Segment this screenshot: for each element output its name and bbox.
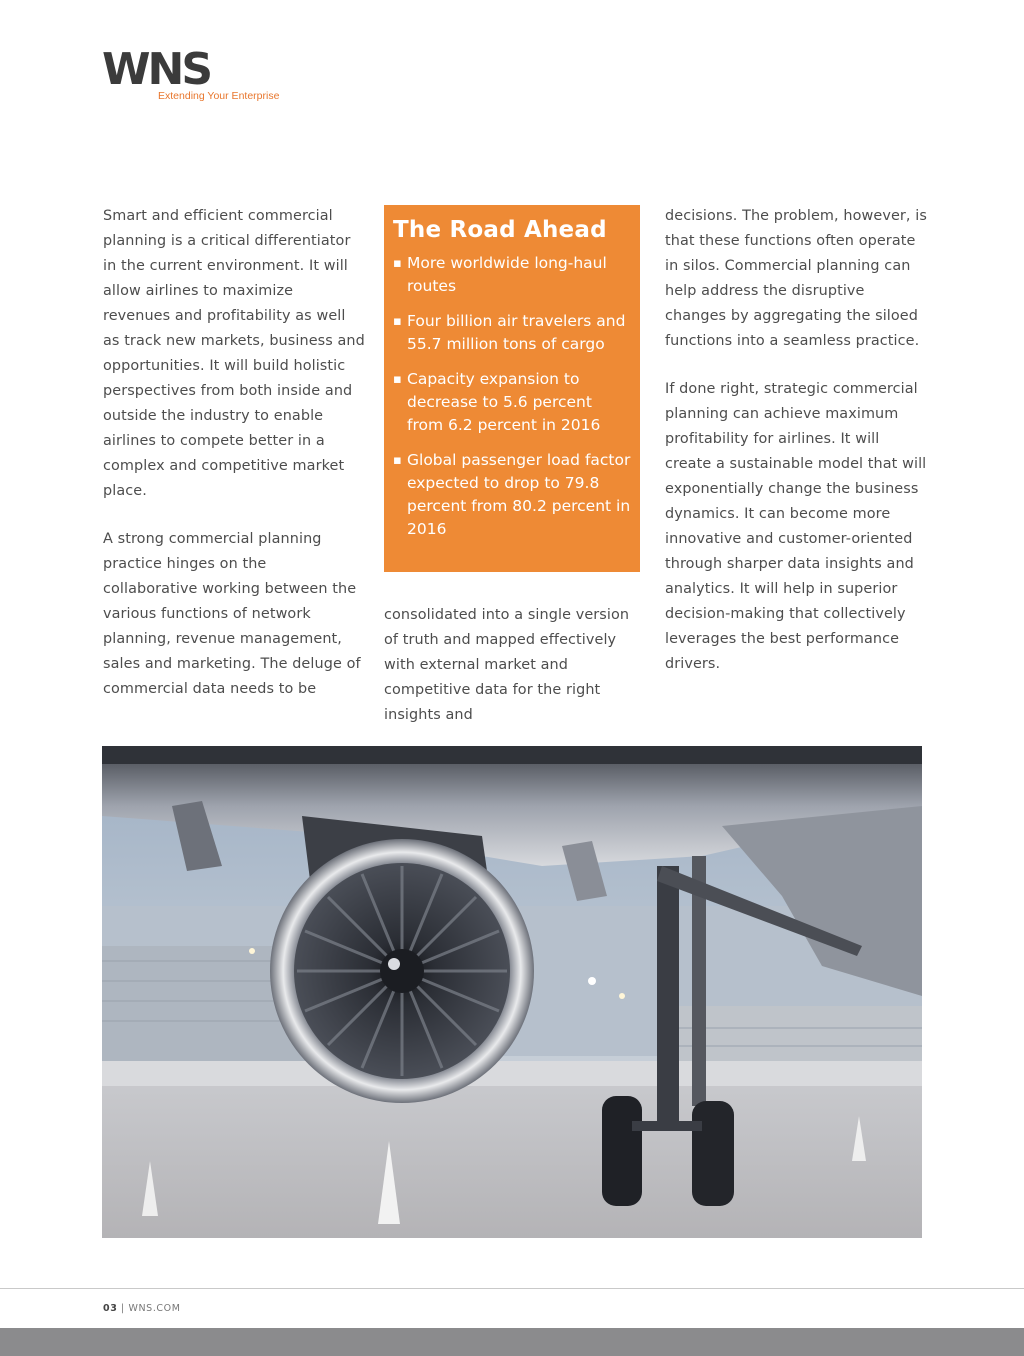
callout-item (393, 368, 632, 437)
paragraph: If done right, strategic commercial planning can achieve maximum profitability for airlines. It will create a sustainable model that will exponentially change the business dynamics. It can become more innovative and customer-oriented through sharper data insights and analytics. It will help in superior decision-making that collectively leverages the best performance drivers. (665, 381, 927, 672)
paragraph: decisions. The problem, however, is that these functions often operate in silos. Commercial planning can help address the disruptive changes by aggregating the siloed functions into a seamless practice. (665, 208, 927, 349)
airplane-engine-photo (102, 746, 922, 1238)
page-number: 03 (103, 1303, 118, 1314)
callout-item-text: Four billion air travelers and 55.7 million tons of cargo (407, 312, 626, 353)
photo-illustration (102, 746, 922, 1238)
callout-item (393, 310, 632, 356)
bullet-icon: ▪ (393, 372, 402, 387)
callout-item (393, 252, 632, 298)
paragraph: Smart and efficient commercial planning is a critical differentiator in the current environment. It will allow airlines to maximize revenues and profitability as well as track new markets, business and opportunities. It will build holistic perspectives from both inside and outside the industry to enable airlines to compete better in a complex and competitive market place. (103, 208, 365, 499)
text-column-3 (665, 204, 927, 677)
callout-item-text: More worldwide long-haul routes (407, 254, 607, 295)
bullet-icon: ▪ (393, 256, 402, 271)
text-column-2 (384, 603, 646, 728)
bullet-icon: ▪ (393, 453, 402, 468)
wns-logo (102, 44, 280, 102)
bullet-icon: ▪ (393, 314, 402, 329)
callout-item-text: Global passenger load factor expected to drop to 79.8 percent from 80.2 percent in 2016 (407, 451, 631, 538)
logo-wordmark: WNS (102, 44, 211, 95)
footer-divider (0, 1288, 1024, 1289)
road-ahead-callout (384, 205, 640, 572)
page-footer (103, 1303, 181, 1314)
paragraph: consolidated into a single version of truth and mapped effectively with external market and competitive data for the right insights and (384, 607, 630, 723)
paragraph: A strong commercial planning practice hinges on the collaborative working between the various functions of network planning, revenue management, sales and marketing. The deluge of commercial data needs to be (103, 531, 361, 697)
text-column-1 (103, 204, 365, 702)
callout-list (393, 252, 632, 541)
callout-title: The Road Ahead (393, 217, 607, 243)
callout-item (393, 449, 632, 541)
footer-separator: | (121, 1303, 125, 1314)
bottom-bar (0, 1328, 1024, 1356)
callout-item-text: Capacity expansion to decrease to 5.6 percent from 6.2 percent in 2016 (407, 370, 601, 434)
logo-tagline: Extending Your Enterprise (158, 90, 280, 102)
footer-site: WNS.COM (128, 1303, 181, 1314)
